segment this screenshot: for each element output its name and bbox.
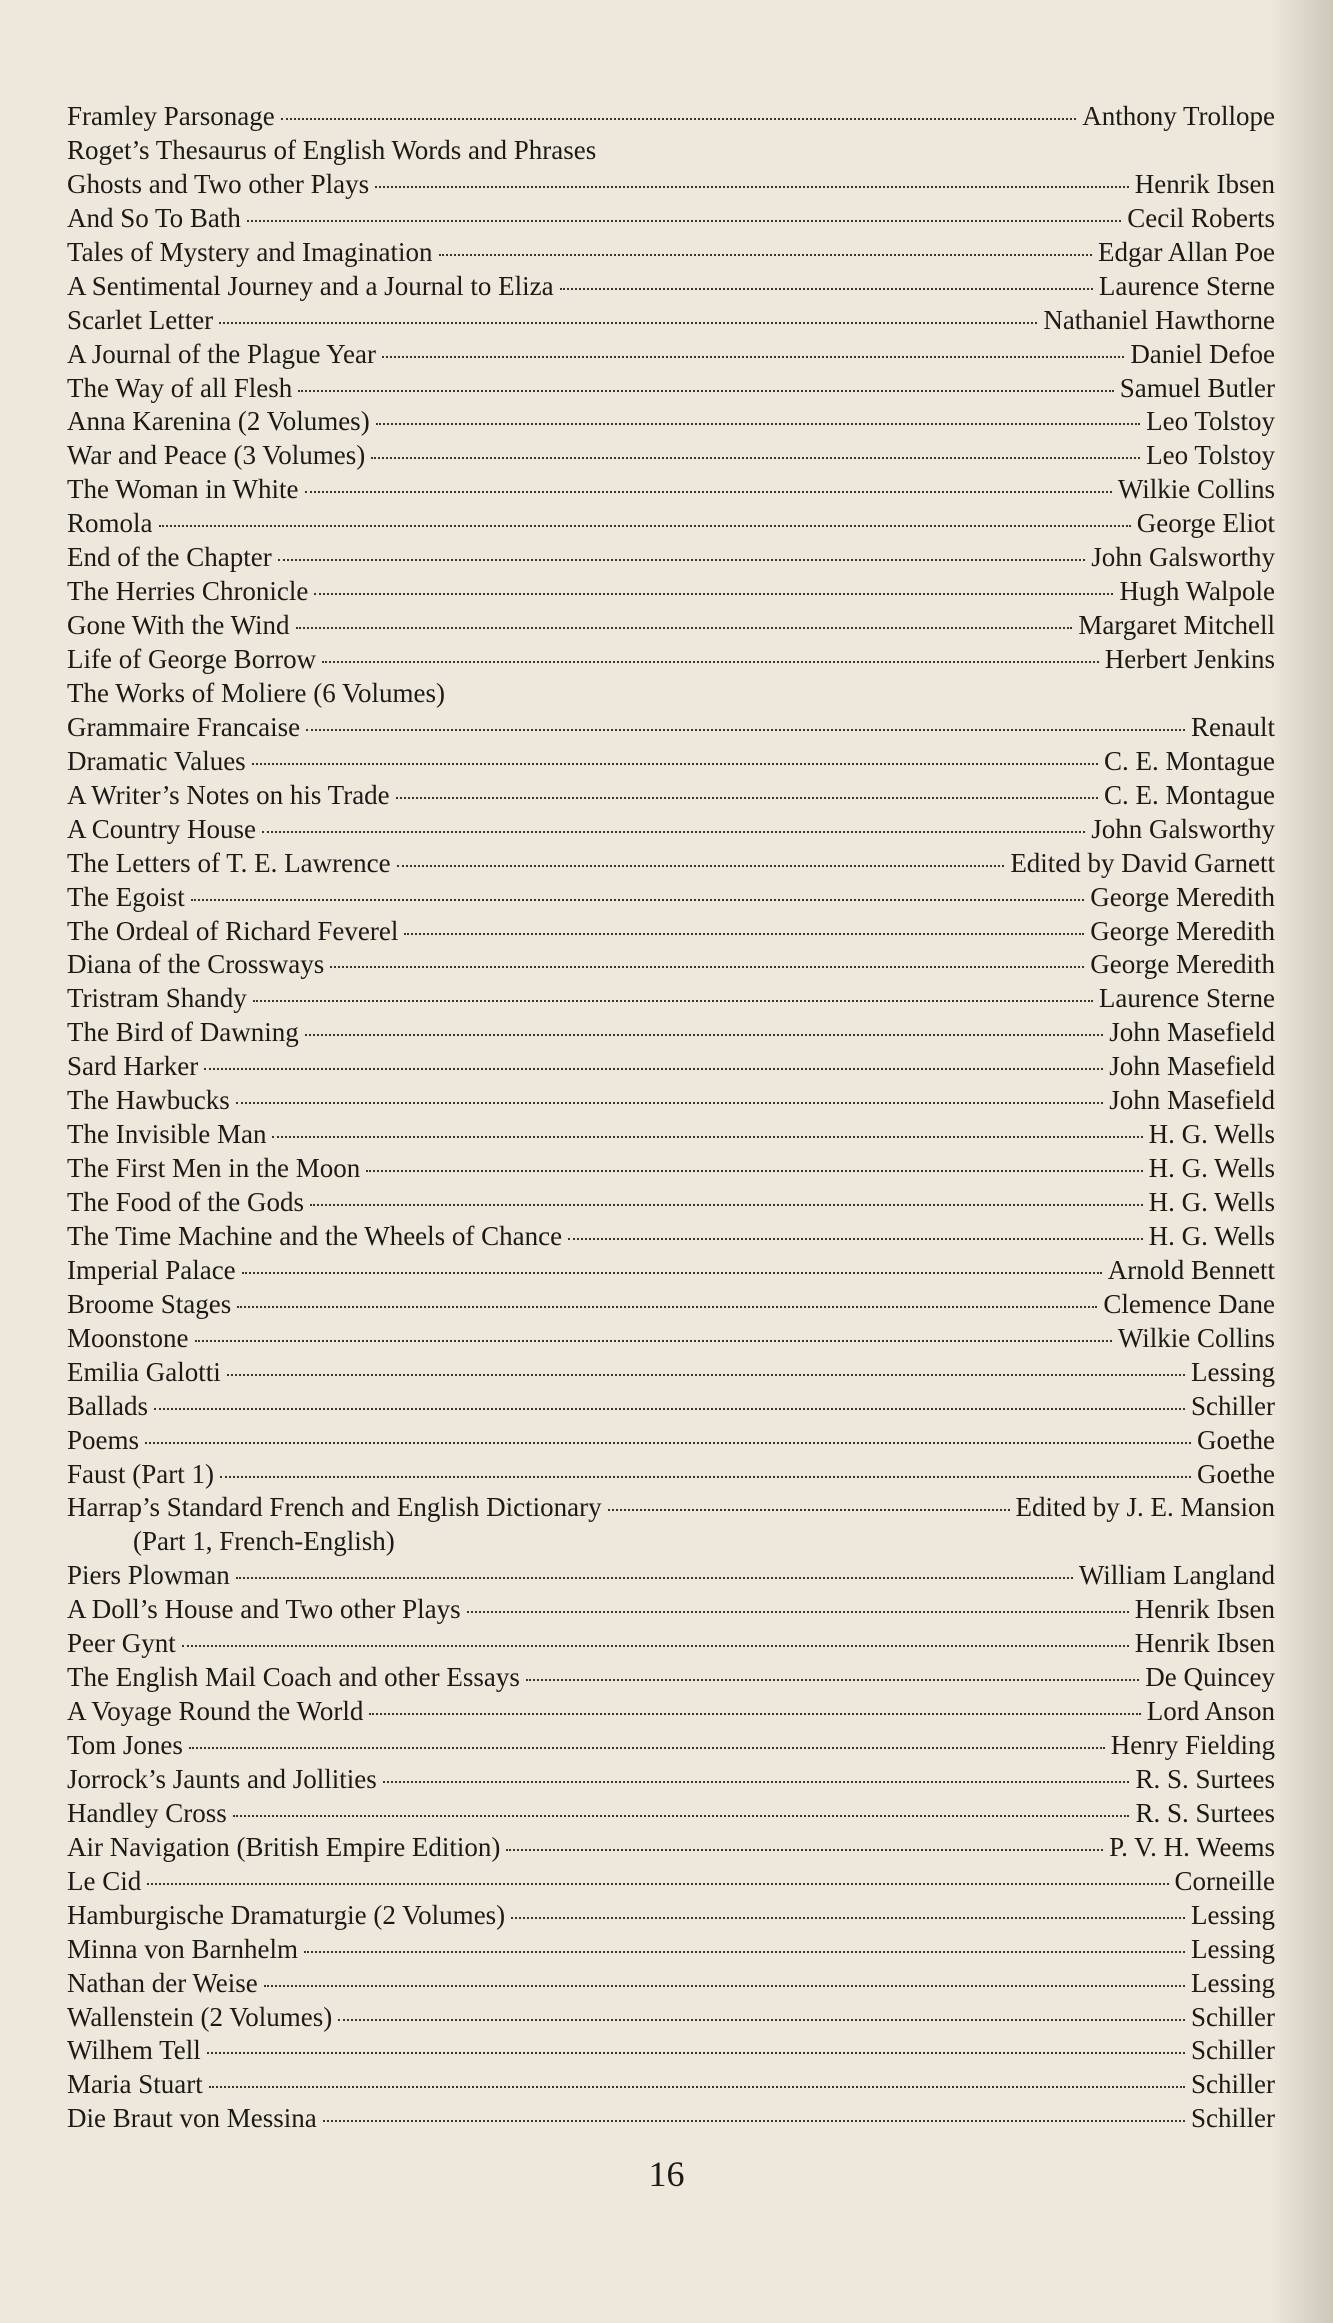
dot-leader [330, 966, 1084, 968]
dot-leader [247, 220, 1121, 222]
book-title: Peer Gynt [67, 1628, 176, 1659]
book-title: Gone With the Wind [67, 610, 290, 641]
book-author: Schiller [1191, 1390, 1275, 1421]
book-author: Edited by David Garnett [1010, 847, 1275, 878]
book-author: Arnold Bennett [1107, 1254, 1275, 1285]
list-item [67, 1662, 1275, 1696]
list-item [67, 1085, 1275, 1119]
book-title: The Food of the Gods [67, 1187, 304, 1217]
dot-leader [182, 1645, 1129, 1647]
book-title: The Herries Chronicle [67, 576, 309, 607]
list-item [67, 814, 1275, 848]
dot-leader [281, 118, 1077, 120]
list-item [67, 1187, 1275, 1221]
dot-leader [253, 1000, 1093, 1002]
book-title: Wallenstein (2 Volumes) [67, 2001, 333, 2032]
book-author: George Eliot [1136, 508, 1275, 539]
book-author: C. E. Montague [1104, 779, 1275, 810]
book-title: Grammaire Francaise [67, 711, 301, 742]
list-item [67, 203, 1275, 237]
book-author: P. V. H. Weems [1109, 1831, 1275, 1862]
list-item [67, 576, 1275, 610]
dot-leader [252, 763, 1098, 765]
book-title: The English Mail Coach and other Essays [67, 1662, 520, 1693]
book-title: Sard Harker [67, 1051, 199, 1082]
book-author: Laurence Sterne [1098, 983, 1275, 1014]
book-title: Moonstone [67, 1322, 189, 1353]
dot-leader [191, 899, 1085, 901]
dot-leader [305, 491, 1112, 493]
book-author: Edited by J. E. Mansion [1015, 1492, 1275, 1523]
book-title: The Time Machine and the Wheels of Chance [67, 1220, 563, 1251]
book-author: Schiller [1191, 2035, 1275, 2066]
book-author: George Meredith [1090, 881, 1275, 912]
list-item [67, 1017, 1275, 1051]
dot-leader [159, 525, 1131, 527]
book-title: Handley Cross [67, 1797, 227, 1828]
list-item [67, 644, 1275, 678]
book-author: Samuel Butler [1119, 372, 1275, 403]
dot-leader [220, 1476, 1191, 1478]
list-item [67, 1526, 1275, 1560]
list-item [67, 1832, 1275, 1866]
book-author: Daniel Defoe [1130, 338, 1275, 369]
book-title: Piers Plowman [67, 1560, 230, 1591]
list-item [67, 1357, 1275, 1391]
book-title: The Bird of Dawning [67, 1017, 299, 1048]
dot-leader [397, 865, 1005, 867]
book-author: H. G. Wells [1148, 1119, 1275, 1150]
book-title: Harrap’s Standard French and English Dictionary [67, 1492, 602, 1523]
dot-leader [262, 831, 1085, 833]
list-item [67, 2103, 1275, 2137]
book-author: C. E. Montague [1104, 745, 1275, 776]
list-item [67, 101, 1275, 135]
book-author: Edgar Allan Poe [1098, 236, 1275, 267]
list-item [67, 1798, 1275, 1832]
book-author: Wilkie Collins [1117, 1322, 1275, 1353]
book-author: Hugh Walpole [1119, 576, 1275, 607]
book-author: Lessing [1191, 1933, 1275, 1964]
dot-leader [236, 1577, 1073, 1579]
book-title: Dramatic Values [67, 745, 246, 776]
dot-leader [371, 457, 1140, 459]
book-author: Schiller [1191, 2001, 1275, 2032]
dot-leader [242, 1272, 1102, 1274]
page-number: 16 [648, 2154, 685, 2194]
book-author: Renault [1191, 711, 1275, 742]
book-title: Hamburgische Dramaturgie (2 Volumes) [67, 1899, 506, 1930]
book-title: The Woman in White [67, 474, 299, 505]
dot-leader [207, 2052, 1185, 2054]
list-item [67, 542, 1275, 576]
book-title: Tom Jones [67, 1730, 183, 1760]
book-author: John Masefield [1109, 1085, 1275, 1116]
book-author: Herbert Jenkins [1104, 644, 1275, 674]
dot-leader [227, 1374, 1185, 1376]
dot-leader [310, 1204, 1143, 1206]
book-title: Broome Stages [67, 1288, 232, 1319]
dot-leader [467, 1611, 1129, 1613]
book-author: William Langland [1078, 1560, 1275, 1591]
list-item [67, 1153, 1275, 1187]
list-item [67, 1391, 1275, 1425]
book-author: Cecil Roberts [1127, 202, 1275, 233]
list-item [67, 1119, 1275, 1153]
book-author: Margaret Mitchell [1078, 610, 1275, 641]
list-item [67, 882, 1275, 916]
dot-leader [189, 1747, 1105, 1749]
list-item [67, 1051, 1275, 1085]
list-item [67, 1221, 1275, 1255]
list-item [67, 406, 1275, 440]
book-title: War and Peace (3 Volumes) [67, 440, 366, 471]
dot-leader [306, 729, 1185, 731]
dot-leader [396, 797, 1098, 799]
dot-leader [204, 1068, 1103, 1070]
dot-leader [147, 1883, 1168, 1885]
book-title: Air Navigation (British Empire Edition) [67, 1831, 501, 1862]
book-title: Ghosts and Two other Plays [67, 168, 370, 199]
list-item [67, 1900, 1275, 1934]
dot-leader [369, 1713, 1140, 1715]
list-item [67, 2035, 1275, 2069]
list-item [67, 271, 1275, 305]
list-item [67, 1323, 1275, 1357]
book-author: H. G. Wells [1148, 1153, 1275, 1184]
list-item [67, 373, 1275, 407]
book-title: Scarlet Letter [67, 304, 214, 335]
list-item [67, 1696, 1275, 1730]
book-title: A Writer’s Notes on his Trade [67, 779, 390, 810]
book-title: A Country House [67, 813, 256, 844]
book-author: Wilkie Collins [1117, 474, 1275, 505]
book-author: Leo Tolstoy [1146, 406, 1275, 437]
list-item [67, 1934, 1275, 1968]
book-title: Minna von Barnhelm [67, 1933, 298, 1964]
list-item [67, 1730, 1275, 1764]
list-item [67, 780, 1275, 814]
dot-leader [145, 1442, 1191, 1444]
book-title: The Works of Moliere (6 Volumes) [67, 677, 446, 708]
list-item [67, 1255, 1275, 1289]
list-item [67, 1594, 1275, 1628]
book-title: Maria Stuart [67, 2069, 203, 2100]
book-title: Tristram Shandy [67, 983, 247, 1014]
book-author: H. G. Wells [1148, 1220, 1275, 1251]
list-item [67, 983, 1275, 1017]
book-title: Faust (Part 1) [67, 1458, 214, 1489]
book-author: Schiller [1191, 2069, 1275, 2100]
list-item [67, 1425, 1275, 1459]
book-author: Lessing [1191, 1967, 1275, 1998]
list-item [67, 305, 1275, 339]
dot-leader [195, 1340, 1112, 1342]
dot-leader [154, 1408, 1185, 1410]
book-author: Clemence Dane [1103, 1288, 1275, 1319]
dot-leader [366, 1170, 1142, 1172]
book-title: Anna Karenina (2 Volumes) [67, 406, 370, 437]
list-item [67, 949, 1275, 983]
book-author: H. G. Wells [1148, 1187, 1275, 1217]
list-item [67, 610, 1275, 644]
list-item [67, 746, 1275, 780]
book-author: Lessing [1191, 1356, 1275, 1387]
dot-leader [298, 390, 1113, 392]
book-title: Emilia Galotti [67, 1356, 221, 1387]
list-item [67, 1459, 1275, 1493]
dot-leader [511, 1917, 1185, 1919]
dot-leader [376, 423, 1140, 425]
book-author: De Quincey [1145, 1662, 1275, 1693]
book-title: Imperial Palace [67, 1254, 236, 1285]
dot-leader [404, 933, 1084, 935]
book-author: Anthony Trollope [1082, 101, 1275, 131]
dot-leader [322, 661, 1099, 663]
book-author: Goethe [1197, 1424, 1275, 1455]
book-title: The Ordeal of Richard Feverel [67, 915, 399, 946]
list-item [67, 1492, 1275, 1526]
book-author: Henrik Ibsen [1134, 1628, 1275, 1659]
dot-leader [568, 1238, 1143, 1240]
book-author: Corneille [1174, 1865, 1275, 1896]
book-title: A Voyage Round the World [67, 1696, 364, 1727]
list-item [67, 474, 1275, 508]
book-title: Ballads [67, 1390, 148, 1421]
dot-leader [506, 1849, 1103, 1851]
book-title: End of the Chapter [67, 542, 272, 573]
book-title: Diana of the Crossways [67, 949, 325, 980]
list-item [67, 848, 1275, 882]
book-title: Poems [67, 1424, 140, 1455]
dot-leader [264, 1985, 1185, 1987]
dot-leader [323, 2120, 1185, 2122]
dot-leader [375, 186, 1129, 188]
dot-leader [526, 1679, 1139, 1681]
list-item [67, 2069, 1275, 2103]
book-title: Life of George Borrow [67, 644, 317, 674]
list-item [67, 339, 1275, 373]
book-author: R. S. Surtees [1135, 1797, 1275, 1828]
dot-leader [382, 356, 1124, 358]
book-title: (Part 1, French-English) [133, 1526, 395, 1557]
list-item [67, 440, 1275, 474]
book-author: Henrik Ibsen [1134, 1594, 1275, 1625]
dot-leader [608, 1509, 1010, 1511]
book-author: John Masefield [1109, 1051, 1275, 1082]
book-author: Leo Tolstoy [1146, 440, 1275, 471]
book-title: The Way of all Flesh [67, 372, 293, 403]
book-title: Le Cid [67, 1865, 142, 1896]
book-title: The Invisible Man [67, 1119, 267, 1150]
dot-leader [383, 1781, 1130, 1783]
book-author: John Galsworthy [1091, 542, 1275, 573]
dot-leader [236, 1102, 1104, 1104]
book-title: Nathan der Weise [67, 1967, 258, 1998]
list-item [67, 169, 1275, 203]
book-author: George Meredith [1090, 915, 1275, 946]
dot-leader [209, 2086, 1185, 2088]
dot-leader [278, 559, 1086, 561]
book-author: Goethe [1197, 1458, 1275, 1489]
dot-leader [219, 322, 1037, 324]
book-title: Jorrock’s Jaunts and Jollities [67, 1763, 377, 1794]
dot-leader [272, 1136, 1142, 1138]
dot-leader [233, 1815, 1130, 1817]
book-author: George Meredith [1090, 949, 1275, 980]
list-item [67, 237, 1275, 271]
dot-leader [237, 1306, 1097, 1308]
book-author: Laurence Sterne [1098, 270, 1275, 301]
book-author: R. S. Surtees [1135, 1763, 1275, 1794]
dot-leader [439, 254, 1093, 256]
dot-leader [304, 1951, 1185, 1953]
dot-leader [560, 288, 1093, 290]
book-author: John Masefield [1109, 1017, 1275, 1048]
book-author: Lessing [1191, 1899, 1275, 1930]
list-item [67, 678, 1275, 712]
list-item [67, 1866, 1275, 1900]
book-title: And So To Bath [67, 202, 241, 233]
list-item [67, 712, 1275, 746]
list-item [67, 2002, 1275, 2036]
list-item [67, 1289, 1275, 1323]
list-item [67, 1628, 1275, 1662]
list-item [67, 1968, 1275, 2002]
list-item [67, 508, 1275, 542]
list-item [67, 1764, 1275, 1798]
book-author: Nathaniel Hawthorne [1043, 304, 1275, 335]
book-author: Lord Anson [1146, 1696, 1275, 1727]
list-item [67, 1560, 1275, 1594]
book-author: Henrik Ibsen [1134, 168, 1275, 199]
book-title: Framley Parsonage [67, 101, 275, 131]
book-author: John Galsworthy [1091, 813, 1275, 844]
book-author: Schiller [1191, 2103, 1275, 2134]
book-title: A Journal of the Plague Year [67, 338, 376, 369]
book-title: The Egoist [67, 881, 185, 912]
book-title: Wilhem Tell [67, 2035, 201, 2066]
list-item [67, 135, 1275, 169]
book-list [67, 101, 1275, 2137]
book-title: A Sentimental Journey and a Journal to Eliza [67, 270, 554, 301]
book-title: The First Men in the Moon [67, 1153, 361, 1184]
book-title: Romola [67, 508, 153, 539]
book-title: Roget’s Thesaurus of English Words and Phrases [67, 134, 597, 165]
dot-leader [338, 2019, 1185, 2021]
book-title: A Doll’s House and Two other Plays [67, 1594, 461, 1625]
book-title: The Letters of T. E. Lawrence [67, 847, 391, 878]
dot-leader [314, 593, 1113, 595]
book-title: The Hawbucks [67, 1085, 230, 1116]
dot-leader [296, 627, 1073, 629]
book-title: Die Braut von Messina [67, 2103, 317, 2134]
dot-leader [305, 1034, 1104, 1036]
list-item [67, 916, 1275, 950]
book-author: Henry Fielding [1110, 1730, 1275, 1760]
book-title: Tales of Mystery and Imagination [67, 236, 433, 267]
